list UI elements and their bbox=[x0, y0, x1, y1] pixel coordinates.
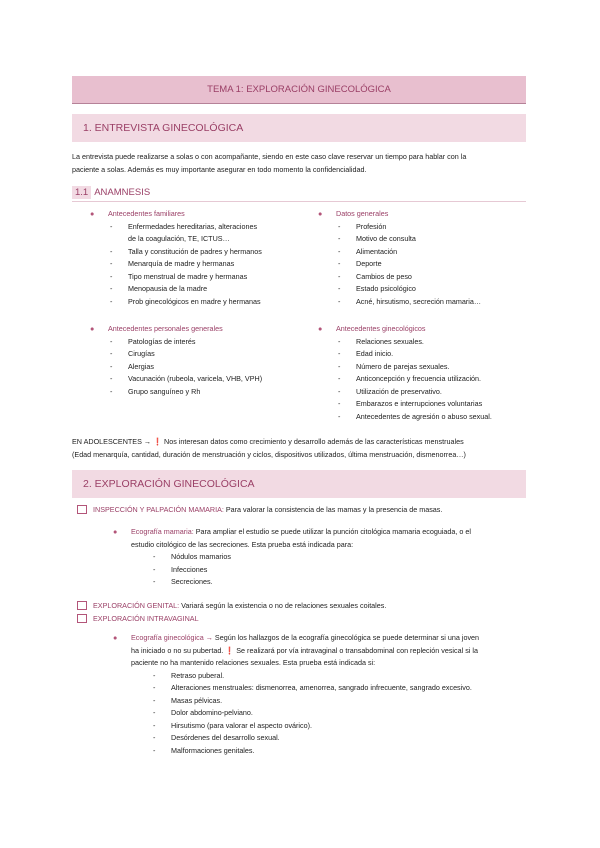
inspeccion-text: Para valorar la consistencia de las mamas y la presencia de masas. bbox=[225, 505, 443, 514]
list-item: - Malformaciones genitales. bbox=[153, 745, 526, 758]
list-item: - Enfermedades hereditarias, alteraciones bbox=[110, 221, 305, 234]
bullet-dot-icon: ● bbox=[113, 527, 118, 536]
ecografia-gine-label: Ecografía ginecológica bbox=[131, 633, 204, 642]
list-item: - Motivo de consulta bbox=[338, 233, 528, 246]
ecografia-gine-line bbox=[113, 645, 526, 658]
adolescentes-line: (Edad menarquía, cantidad, duración de menstruación y ciclos, dispositivos utilizados, última menstruación, dismenorrea…) bbox=[72, 449, 466, 459]
ecografia-gine-text: Según los hallazgos de la ecografía ginecológica se puede determinar si una joven bbox=[214, 633, 480, 642]
bullet-dot-icon: ● bbox=[113, 633, 118, 642]
ecografia-gine-text: ha iniciado o no su pubertad. bbox=[131, 645, 224, 655]
subsection-number: 1.1 bbox=[72, 186, 91, 199]
list-item: - Alergias bbox=[110, 361, 305, 374]
list-item: - Grupo sanguíneo y Rh bbox=[110, 386, 305, 399]
adolescentes-label: EN ADOLESCENTES bbox=[72, 437, 142, 446]
list-item: - Nódulos mamarios bbox=[153, 551, 526, 564]
datos-generales-block bbox=[318, 208, 528, 308]
arrow-icon: → bbox=[143, 437, 152, 446]
list-item: - Masas pélvicas. bbox=[153, 695, 526, 708]
list-item: - Número de parejas sexuales. bbox=[338, 361, 528, 374]
bullet-dot-icon: ● bbox=[318, 324, 323, 333]
list-item: - Cambios de peso bbox=[338, 271, 528, 284]
intro-paragraph bbox=[72, 151, 526, 176]
ecografia-mamaria-label: Ecografía mamaria: bbox=[131, 527, 194, 536]
arrow-icon: → bbox=[205, 633, 213, 642]
list-item: - Patologías de interés bbox=[110, 336, 305, 349]
list-item: - Cirugías bbox=[110, 348, 305, 361]
list-item: - Hirsutismo (para valorar el aspecto ovárico). bbox=[153, 720, 526, 733]
familiares-list bbox=[110, 221, 305, 309]
page-title: TEMA 1: EXPLORACIÓN GINECOLÓGICA bbox=[72, 76, 526, 104]
list-item: - Relaciones sexuales. bbox=[338, 336, 528, 349]
antecedentes-familiares-block bbox=[90, 208, 305, 308]
ecografia-ginecologica-block bbox=[113, 632, 526, 757]
list-item: - Acné, hirsutismo, secreción mamaria… bbox=[338, 296, 528, 309]
exploracion-genital-row bbox=[77, 600, 386, 613]
list-item: - Secreciones. bbox=[153, 576, 526, 589]
bullet-heading bbox=[90, 208, 305, 221]
ecografia-gine-line bbox=[113, 632, 526, 645]
section-heading-entrevista: 1. ENTREVISTA GINECOLÓGICA bbox=[72, 114, 526, 142]
personales-list bbox=[110, 336, 305, 399]
subsection-label: ANAMNESIS bbox=[94, 187, 151, 198]
list-item: - Embarazos e interrupciones voluntarias bbox=[338, 398, 528, 411]
intravaginal-label: EXPLORACIÓN INTRAVAGINAL bbox=[93, 614, 199, 623]
ecografia-gine-text: Se realizará por vía intravaginal o transabdominal con repleción vesical si la bbox=[236, 645, 478, 655]
list-item: - Alteraciones menstruales: dismenorrea, amenorrea, sangrado infrecuente, sangrado excesivo. bbox=[153, 682, 526, 695]
ecografia-mamaria-block bbox=[113, 526, 526, 589]
list-item: - Desórdenes del desarrollo sexual. bbox=[153, 732, 526, 745]
list-item: - Antecedentes de agresión o abuso sexual. bbox=[338, 411, 528, 424]
list-item: - Tipo menstrual de madre y hermanas bbox=[110, 271, 305, 284]
inspeccion-label: INSPECCIÓN Y PALPACIÓN MAMARIA: bbox=[93, 505, 224, 514]
inspeccion-row bbox=[77, 504, 442, 517]
exploracion-intravaginal-row bbox=[77, 613, 199, 626]
checkbox[interactable] bbox=[77, 601, 87, 610]
list-item: - Anticoncepción y frecuencia utilización. bbox=[338, 373, 528, 386]
bullet-dot-icon: ● bbox=[318, 209, 323, 218]
list-item: de la coagulación, TE, ICTUS… bbox=[128, 234, 230, 243]
list-item: - Utilización de preservativo. bbox=[338, 386, 528, 399]
bullet-heading-label: Antecedentes familiares bbox=[108, 209, 185, 218]
bullet-heading bbox=[318, 208, 528, 221]
checkbox[interactable] bbox=[77, 505, 87, 514]
adolescentes-text: Nos interesan datos como crecimiento y desarrollo además de las características menstruales bbox=[164, 437, 464, 446]
generales-list bbox=[338, 221, 528, 309]
bullet-heading-label: Antecedentes ginecológicos bbox=[336, 324, 426, 333]
exclamation-icon: ❗ bbox=[225, 645, 235, 655]
list-item: - Retraso puberal. bbox=[153, 670, 526, 683]
mamaria-list bbox=[153, 551, 526, 589]
ecografia-mamaria-line: estudio citológico de las secreciones. Esta prueba está indicada para: bbox=[131, 539, 354, 549]
antecedentes-personales-block bbox=[90, 323, 305, 398]
exclamation-icon: ❗ bbox=[153, 437, 163, 446]
list-item: - Menopausia de la madre bbox=[110, 283, 305, 296]
list-item: - Estado psicológico bbox=[338, 283, 528, 296]
bullet-heading bbox=[318, 323, 528, 336]
list-item: - Profesión bbox=[338, 221, 528, 234]
list-item: - Infecciones bbox=[153, 564, 526, 577]
list-item: - Alimentación bbox=[338, 246, 528, 259]
bullet-heading bbox=[90, 323, 305, 336]
list-item: - Deporte bbox=[338, 258, 528, 271]
subsection-heading-anamnesis bbox=[72, 185, 526, 202]
intro-line: La entrevista puede realizarse a solas o con acompañante, siendo en este caso clave reservar un tiempo para hablar con la bbox=[72, 152, 467, 161]
ecografia-gine-line: paciente no ha mantenido relaciones sexuales. Esta prueba está indicada si: bbox=[131, 658, 376, 667]
list-item: - Dolor abdomino-pelviano. bbox=[153, 707, 526, 720]
adolescentes-line bbox=[72, 436, 526, 449]
list-item: - Edad inicio. bbox=[338, 348, 528, 361]
list-item: - Menarquía de madre y hermanas bbox=[110, 258, 305, 271]
genital-text: Variará según la existencia o no de relaciones sexuales coitales. bbox=[181, 601, 387, 610]
list-item: - Prob ginecológicos en madre y hermanas bbox=[110, 296, 305, 309]
ecografia-mamaria-line bbox=[113, 526, 526, 539]
list-item: - Vacunación (rubeola, varicela, VHB, VPH) bbox=[110, 373, 305, 386]
section-heading-exploracion: 2. EXPLORACIÓN GINECOLÓGICA bbox=[72, 470, 526, 498]
checkbox[interactable] bbox=[77, 614, 87, 623]
genital-label: EXPLORACIÓN GENITAL: bbox=[93, 601, 180, 610]
ginecologicos-list bbox=[338, 336, 528, 424]
intro-line: paciente a solas. Además es muy importante asegurar en todo momento la confidencialidad. bbox=[72, 164, 367, 174]
bullet-dot-icon: ● bbox=[90, 209, 95, 218]
ecografia-mamaria-text: Para ampliar el estudio se puede utilizar la punción citológica mamaria ecoguiada, o el bbox=[195, 527, 471, 536]
list-item: - Talla y constitución de padres y hermanos bbox=[110, 246, 305, 259]
adolescentes-paragraph bbox=[72, 436, 526, 461]
ginecologica-list bbox=[153, 670, 526, 758]
bullet-heading-label: Datos generales bbox=[336, 209, 389, 218]
antecedentes-ginecologicos-block bbox=[318, 323, 528, 423]
bullet-dot-icon: ● bbox=[90, 324, 95, 333]
bullet-heading-label: Antecedentes personales generales bbox=[108, 324, 223, 333]
